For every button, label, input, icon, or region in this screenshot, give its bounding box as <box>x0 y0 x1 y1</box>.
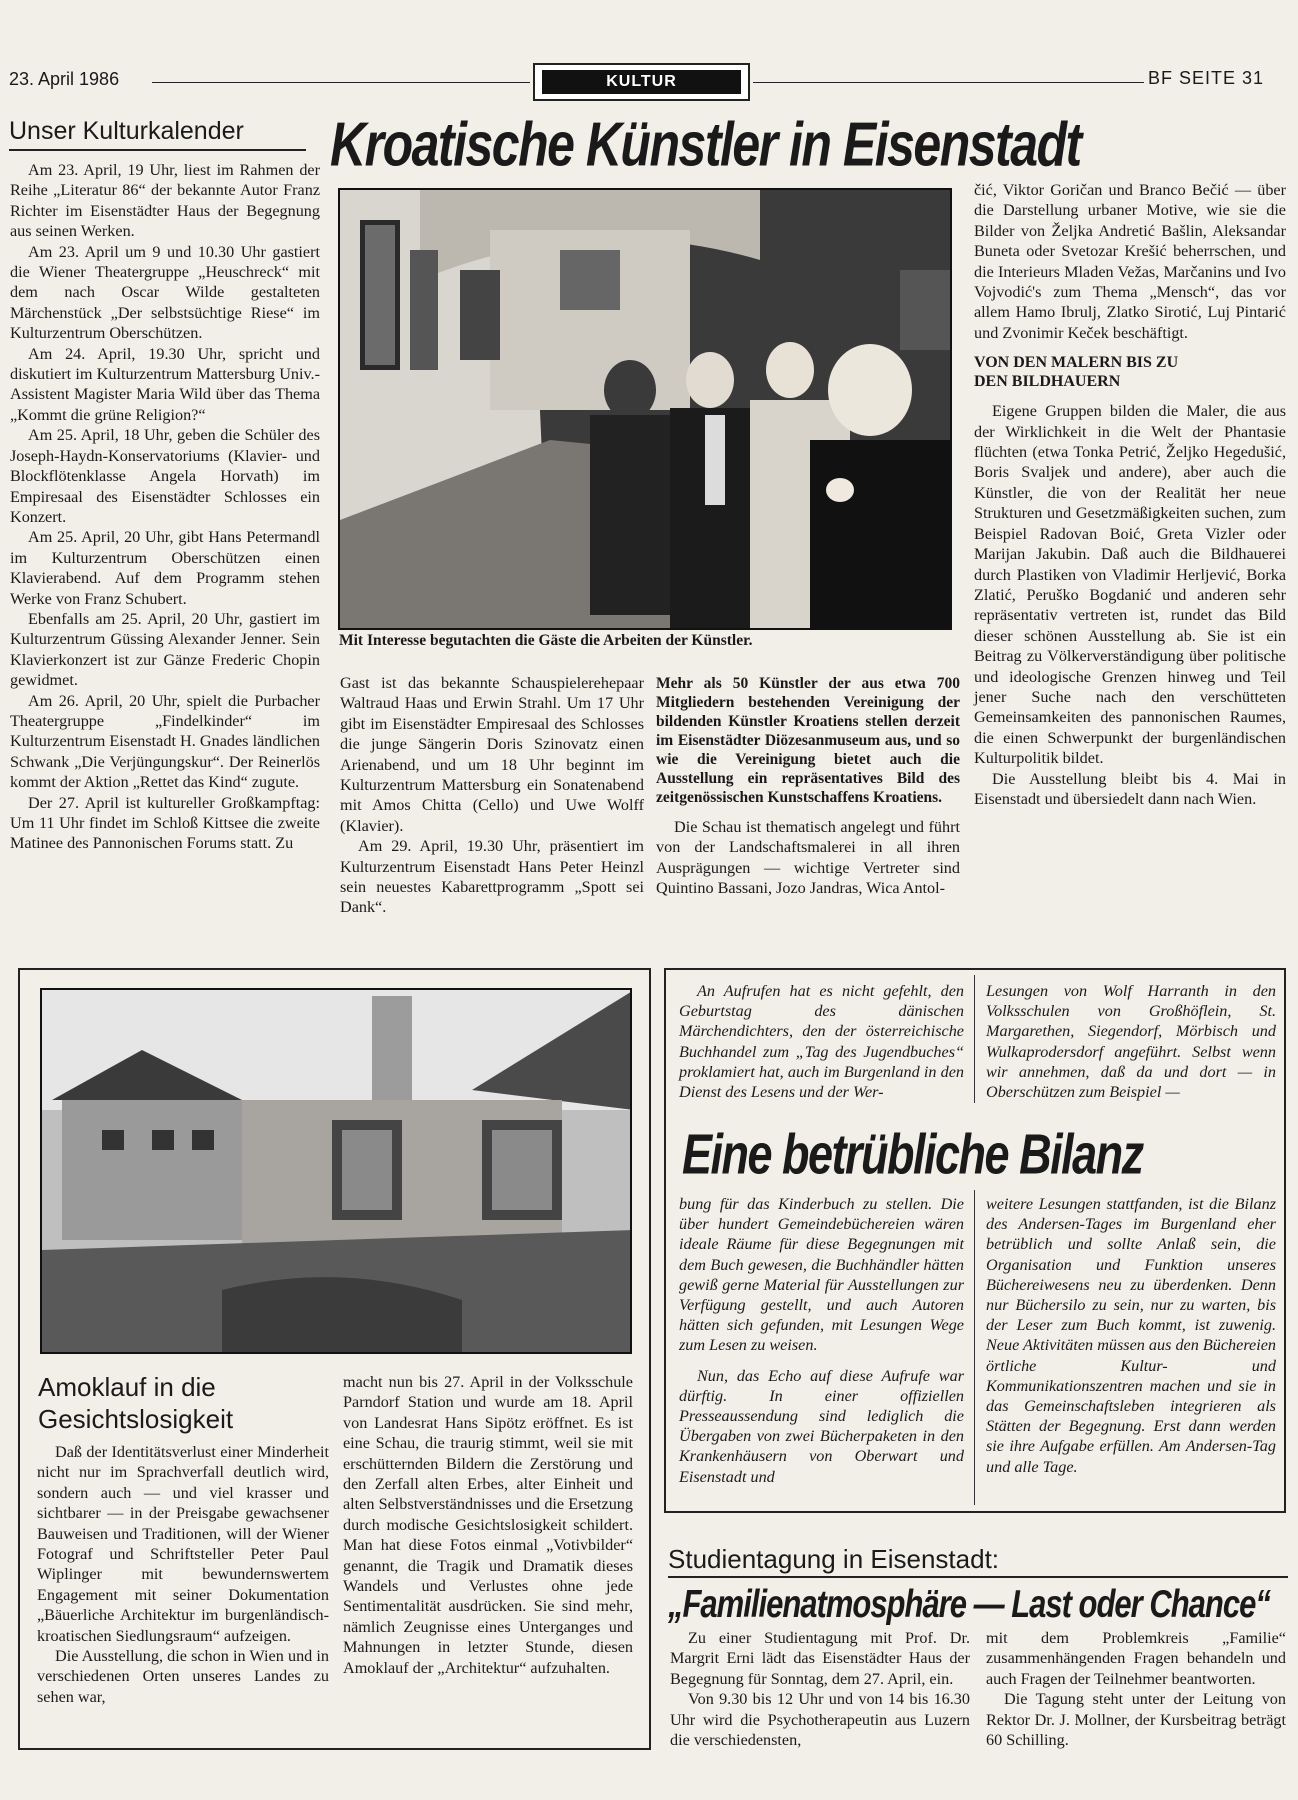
paragraph: bung für das Kinderbuch zu stellen. Die über hundert Gemeindebüchereien wären ideale Räume für diese Begegnungen mit dem Buch gewesen, die Buchhändler hätten gewiß gerne Material für Ausstellungen zur Verfügung gestellt, und auch Autoren hätten sich gefunden, mit Lesungen Wege zum Lesen zu weisen. <box>679 1195 964 1355</box>
paragraph: Daß der Identitätsverlust einer Minderheit nicht nur im Sprachverfall deutlich wird, sondern auch — und viel krasser und sichtbarer — in der Preisgabe gewachsener Bauweisen und Traditionen, will der Wiener Fotograf und Schriftsteller Peter Paul Wiplinger mit bewundernswertem Engagement mit seiner Dokumentation „Bäuerliche Architektur im burgenländisch-kroatischen Siedlungsraum“ aufzeigen. <box>37 1443 329 1645</box>
paragraph: Die Schau ist thematisch angelegt und führt von der Landschaftsmalerei in all ihren Ausprägungen — wichtige Vertreter sind Quintino Bassani, Jozo Jandras, Wica Antol- <box>656 818 960 898</box>
paragraph: macht nun bis 27. April in der Volksschule Parndorf Station und wurde am 18. April von Landesrat Hans Sipötz eröffnet. Es ist eine Schau, die traurig stimmt, weil sie mit erschütternden Bildern die Zerstörung und den Zerfall alten Erbes, alter Einheit und alten Selbstverständnisses und die Ersetzung durch modische Gesichtslosigkeit schildert. Man hat diese Fotos einmal „Votivbilder“ genannt, die Tragik und Dramatik dieses Wandels und Verlustes ohne jede Sentimentalität ausdrücken. Sie sind mehr, nämlich Zeugnisse eines Unterganges und Mahnungen in letzter Stunde, diesen Amoklauf der „Architektur“ aufzuhalten. <box>343 1373 633 1677</box>
exhibition-photo <box>338 188 952 630</box>
bilanz-bottom-right <box>986 1194 1276 1477</box>
paragraph: An Aufrufen hat es nicht gefehlt, den Geburtstag des dänischen Märchendichters, den der österreichische Buchhandel zum „Tag des Jugendbuches“ proklamiert hat, auch im Burgenland in den Dienst des Lesens und der Wer- <box>679 982 964 1102</box>
exhibition-photo-image <box>340 190 952 630</box>
column-divider <box>974 975 975 1103</box>
header-rule-left <box>152 82 530 83</box>
studientagung-headline: „Familienatmosphäre — Last oder Chance“ <box>668 1582 1270 1626</box>
bilanz-top-right <box>986 981 1276 1102</box>
kalender-title-rule <box>9 149 306 151</box>
paragraph: Die Ausstellung, die schon in Wien und in verschiedenen Orten unseres Landes zu sehen war, <box>37 1647 329 1706</box>
amoklauf-column-2 <box>343 1372 633 1678</box>
kalender-entry: Am 23. April, 19 Uhr, liest im Rahmen der Reihe „Literatur 86“ der bekannte Autor Franz Richter im Eisenstädter Haus der Begegnung aus seinen Werken. <box>10 161 320 241</box>
kalender-entry: Am 25. April, 20 Uhr, gibt Hans Petermandl im Kulturzentrum Oberschützen einen Klavierabend. Auf dem Programm stehen Werke von Franz Schubert. <box>10 528 320 608</box>
kalender-entry: Der 27. April ist kultureller Großkampftag: Um 11 Uhr findet im Schloß Kittsee die zweite Matinee des Pannonischen Forums statt. Zu <box>10 793 320 853</box>
paragraph: Eigene Gruppen bilden die Maler, die aus der Wirklichkeit in die Welt der Phantasie flüchten (etwa Tonka Petrić, Željko Hegedušić, Boris Svaljek und andere), aber auch die Künstler, die von der Realität her neue Strukturen und Gesetzmäßigkeiten suchen, zum Beispiel Radovan Boić, Greta Vizler oder Marijan Jakubin. Daß auch die Bildhauerei durch Plastiken von Vladimir Herljević, Borka Zlatić, Peruško Bogdanić und anderen sehr repräsentativ vertreten ist, rundet das Bild dieser schönen Ausstellung ab. Sie ist ein Beitrag zu Völkerverständigung über politische und ideologische Grenzen hinweg und Teil jener Suche nach den verschütteten Gemeinsamkeiten des pannonischen Raumes, die einen Schwerpunkt der burgenländischen Kulturpolitik bildet. <box>974 402 1286 768</box>
section-label-box <box>533 63 750 101</box>
bilanz-bottom-left <box>679 1194 964 1487</box>
studientagung-column-1 <box>670 1628 970 1750</box>
paragraph: Die Tagung steht unter der Leitung von Rektor Dr. J. Mollner, der Kursbeitrag beträgt 60 Schilling. <box>986 1690 1286 1750</box>
amoklauf-title-line: Gesichtslosigkeit <box>38 1404 234 1434</box>
paragraph: Von 9.30 bis 12 Uhr und von 14 bis 16.30 Uhr wird die Psychotherapeutin aus Luzern die verschiedensten, <box>670 1690 970 1750</box>
photo-caption: Mit Interesse begutachten die Gäste die Arbeiten der Künstler. <box>339 632 753 649</box>
kalender-title: Unser Kulturkalender <box>9 117 244 145</box>
kalender-entry: Am 26. April, 20 Uhr, spielt die Purbacher Theatergruppe „Findelkinder“ im Kulturzentrum Eisenstadt H. Gnades ländlichen Schwank „Die Verjüngungskur“. Der Reinerlös kommt der Aktion „Rettet das Kind“ zugute. <box>10 691 320 792</box>
amoklauf-column-1 <box>37 1442 329 1707</box>
paragraph: weitere Lesungen stattfanden, ist die Bilanz des Andersen-Tages im Burgenland eher betrüblich und sollte Anlaß sein, die Organisation und Funktion unseres Büchereiwesens neu zu überdenken. Denn nur Büchersilo zu sein, nur zu warten, bis der Leser zum Buch kommt, ist zuwenig. Neue Aktivitäten müssen aus den Büchereien örtliche Kultur- und Kommunikationszentren machen und sie in das Gemeinschaftsleben integrieren als Stätten der Begegnung. Erst dann werden sie ihre Aufgabe erfüllen. Am Andersen-Tag und alle Tage. <box>986 1195 1276 1476</box>
studientagung-rule <box>668 1576 1288 1578</box>
page-number: BF SEITE 31 <box>1148 68 1265 88</box>
paragraph: mit dem Problemkreis „Familie“ zusammenhängenden Fragen behandeln und auch Fragen der Teilnehmer beantworten. <box>986 1629 1286 1688</box>
kalender-entry: Am 23. April um 9 und 10.30 Uhr gastiert die Wiener Theatergruppe „Heuschreck“ mit dem nach Oscar Wilde gestalteten Märchenstück „Der selbstsüchtige Riese“ im Kulturzentrum Oberschützen. <box>10 242 320 343</box>
amoklauf-title <box>38 1371 233 1435</box>
paragraph: Lesungen von Wolf Harranth in den Volksschulen von Großhöflein, St. Margarethen, Siegendorf, Mörbisch und Wulkaprodersdorf angeführt. Selbst wenn wir annehmen, daß da und dort — in Oberschützen zum Beispiel — <box>986 982 1276 1102</box>
amoklauf-title-line: Amoklauf in die <box>38 1372 216 1402</box>
paragraph: Die Ausstellung bleibt bis 4. Mai in Eisenstadt und übersiedelt dann nach Wien. <box>974 769 1286 808</box>
kroatisch-lead: Mehr als 50 Künstler der aus etwa 700 Mitgliedern bestehenden Vereinigung der bildenden Künstler Kroatiens stellen derzeit im Eisenstädter Diözesanmuseum aus, und so wie die Vereinigung bietet auch die Ausstellung ein repräsentatives Bild des zeitgenössischen Kunstschaffens Kroatiens. <box>656 675 960 806</box>
kalender-entry: Am 25. April, 18 Uhr, geben die Schüler des Joseph-Haydn-Konservatoriums (Klavier- und Blockflötenklasse Angela Horvath) im Empiresaal des Eisenstädter Schlosses ein Konzert. <box>10 426 320 526</box>
paragraph: Nun, das Echo auf diese Aufrufe war dürftig. In einer offiziellen Presseaussendung sind lediglich die Übergaben von zwei Bücherpaketen in den Krankenhäusern von Oberwart und Eisenstadt und <box>679 1366 964 1486</box>
column-divider <box>974 1190 975 1505</box>
kroatisch-column-c <box>974 180 1286 809</box>
ruin-photo-image <box>42 990 632 1354</box>
kalender-column <box>10 160 320 854</box>
kalender-continuation-column <box>340 673 644 918</box>
header-rule-right <box>753 82 1144 83</box>
kalender-entry: Am 24. April, 19.30 Uhr, spricht und diskutiert im Kulturzentrum Mattersburg Univ.-Assistent Magister Maria Wild über das Thema „Kommt die grüne Religion?“ <box>10 344 320 424</box>
kroatisch-column-b <box>656 674 960 899</box>
bilanz-headline: Eine betrübliche Bilanz <box>682 1122 1143 1186</box>
paragraph: Gast ist das bekannte Schauspielerehepaar Waltraud Haas und Erwin Strahl. Um 17 Uhr gibt im Eisenstädter Empiresaal des Schlosses die junge Sängerin Doris Szinovatz einen Arienabend, und um 18 Uhr beginnt im Kulturzentrum Mattersburg ein Sonatenabend mit Amos Chitta (Cello) und Uwe Wolff (Klavier). <box>340 674 644 835</box>
kroatisch-headline: Kroatische Künstler in Eisenstadt <box>330 109 1081 180</box>
studientagung-kicker: Studientagung in Eisenstadt: <box>668 1544 1000 1574</box>
paragraph: Zu einer Studientagung mit Prof. Dr. Margrit Erni lädt das Eisenstädter Haus der Begegnung für Sonntag, dem 27. April, ein. <box>670 1629 970 1688</box>
kroatisch-subhead: VON DEN MALERN BIS ZU DEN BILDHAUERN <box>974 354 1179 391</box>
studientagung-column-2 <box>986 1628 1286 1750</box>
bilanz-top-left <box>679 981 964 1102</box>
kalender-entry: Ebenfalls am 25. April, 20 Uhr, gastiert im Kulturzentrum Güssing Alexander Jenner. Sein Klavierkonzert ist zur Gänze Frederic Chopin gewidmet. <box>10 609 320 690</box>
paragraph: čić, Viktor Goričan und Branco Bečić — über die Darstellung urbaner Motive, wie sie die Bilder von Željka Andretić Bašlin, Aleksandar Buneta oder Svetozar Krešić beherrschen, und die Interieurs Mladen Vežas, Marčanins und Ivo Vojvodić's zum Thema „Mensch“, das vor allem Hamo Ibrulj, Zlatko Sirotić, Luj Pintarić und Zvonimir Keček beschäftigt. <box>974 181 1286 342</box>
ruin-photo <box>40 988 632 1354</box>
issue-date: 23. April 1986 <box>9 69 120 89</box>
paragraph: Am 29. April, 19.30 Uhr, präsentiert im Kulturzentrum Eisenstadt Hans Peter Heinzl sein neuestes Kabarettprogramm „Spott sei Dank“. <box>340 837 644 917</box>
section-label: KULTUR <box>542 70 741 94</box>
